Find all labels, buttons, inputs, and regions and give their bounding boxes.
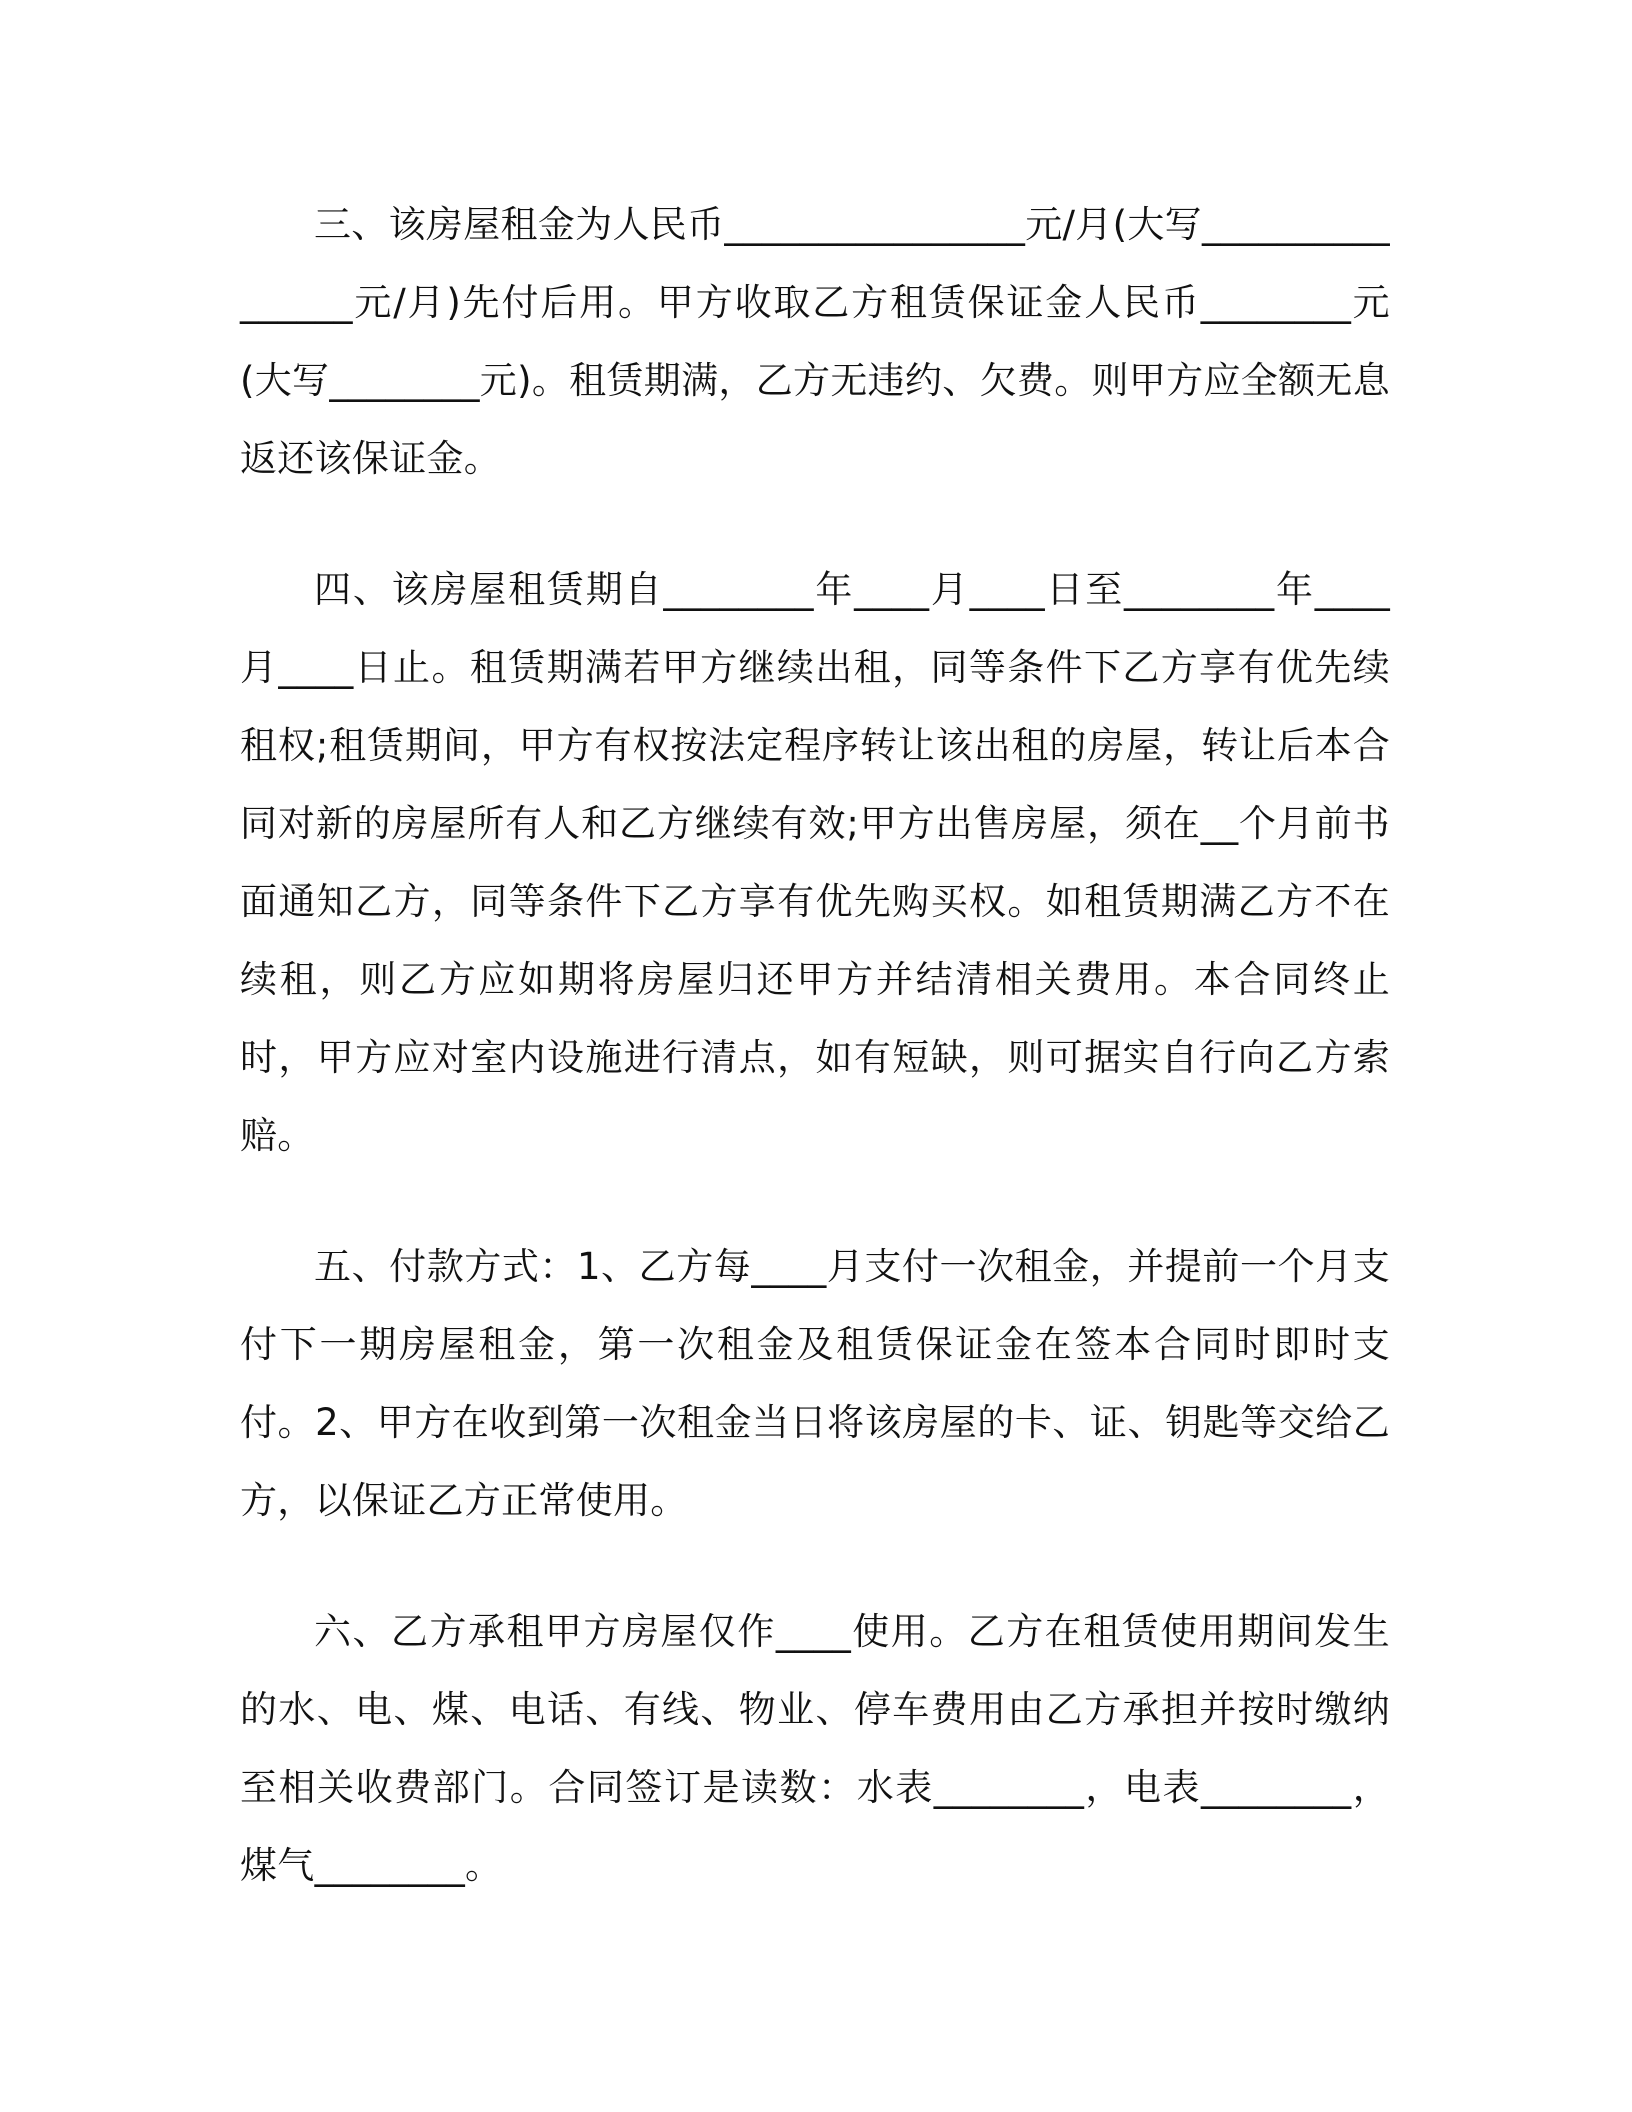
clause-payment-method: 五、付款方式：1、乙方每____月支付一次租金，并提前一个月支付下一期房屋租金，第一次租金及租赁保证金在签本合同时即时支付。2、甲方在收到第一次租金当日将该房屋的卡、证、钥匙等交给乙方，以保证乙方正常使用。 xyxy=(240,1245,1390,1522)
document-body xyxy=(240,186,1390,1958)
clause-lease-term: 四、该房屋租赁期自________年____月____日至________年____月____日止。租赁期满若甲方继续出租，同等条件下乙方享有优先续租权;租赁期间，甲方有权按法定程序转让该出租的房屋，转让后本合同对新的房屋所有人和乙方继续有效;甲方出售房屋，须在__个月前书面通知乙方，同等条件下乙方享有优先购买权。如租赁期满乙方不在续租，则乙方应如期将房屋归还甲方并结清相关费用。本合同终止时，甲方应对室内设施进行清点，如有短缺，则可据实自行向乙方索赔。 xyxy=(240,568,1390,1157)
clause-usage-utilities: 六、乙方承租甲方房屋仅作____使用。乙方在租赁使用期间发生的水、电、煤、电话、有线、物业、停车费用由乙方承担并按时缴纳至相关收费部门。合同签订是读数：水表________，电表________，煤气________。 xyxy=(240,1610,1390,1887)
clause-rent-deposit: 三、该房屋租金为人民币________________元/月(大写________________元/月)先付后用。甲方收取乙方租赁保证金人民币________元(大写________元)。租赁期满，乙方无违约、欠费。则甲方应全额无息返还该保证金。 xyxy=(240,203,1390,480)
